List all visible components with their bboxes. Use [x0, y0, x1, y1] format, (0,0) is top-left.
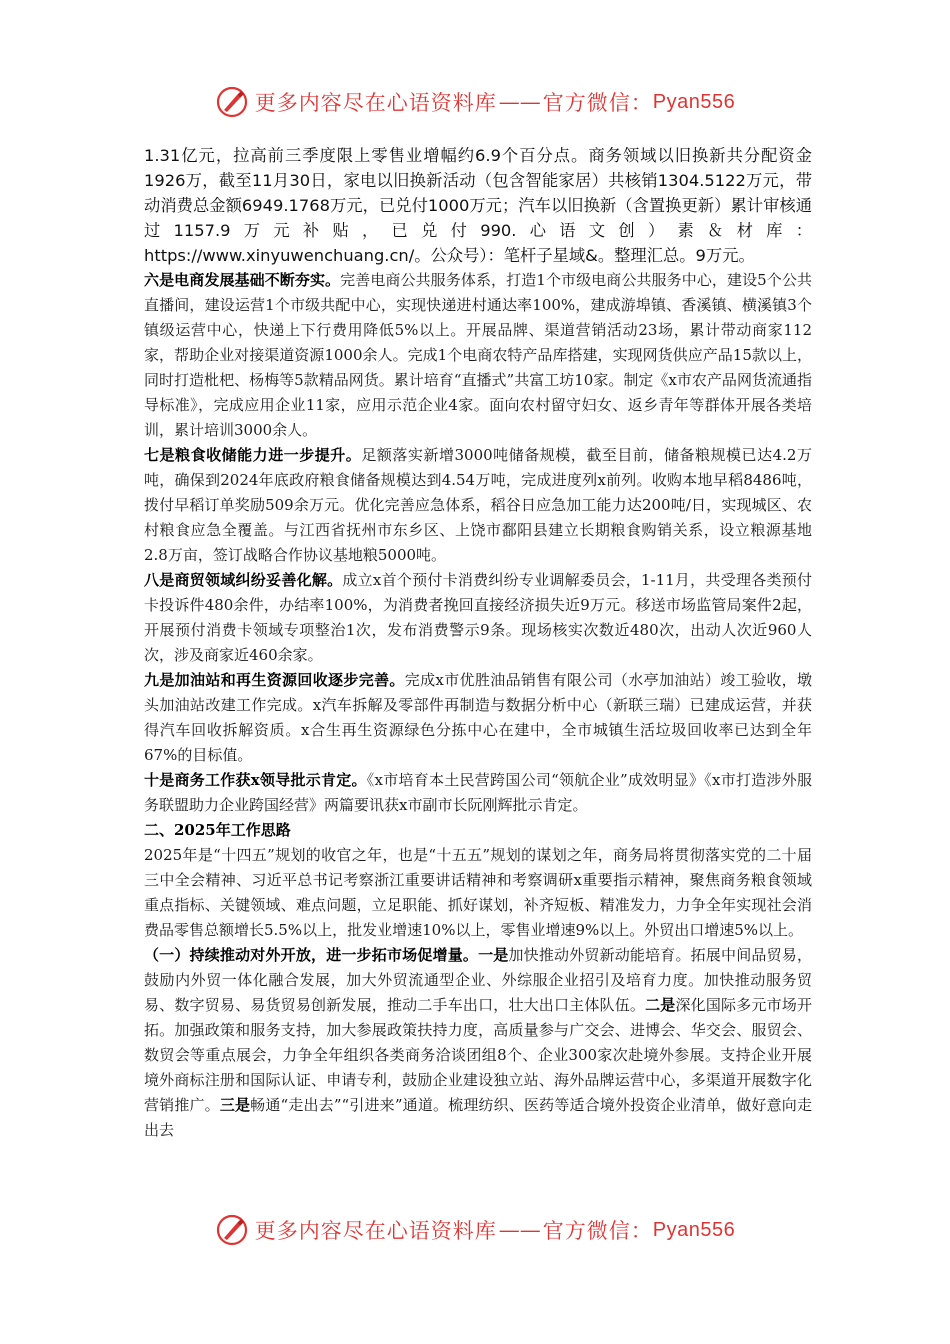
banner-text: 更多内容尽在心语资料库 — [254, 91, 497, 115]
section-heading: 六是电商发展基础不断夯实。 — [144, 271, 341, 289]
pen-logo-icon — [215, 1213, 249, 1247]
section-body: 足额落实新增3000吨储备规模，截至目前，储备粮规模已达4.2万吨，确保到2024年底政府粮食储备规模达到4.54万吨，完成进度列x前列。收购本地早稻8486吨，拨付早稻订单奖励509余万元。优化完善应急体系，稻谷日应急加工能力达200吨/日，实现城区、农村粮食应急全覆盖。与江西省抚州市东乡区、上饶市鄱阳县建立长期粮食购销关系，设立粮源基地2.8万亩，签订战略合作协议基地粮5000吨。 — [144, 446, 812, 564]
point-two-key: 二是 — [645, 996, 676, 1014]
chapter-heading: 二、2025年工作思路 — [144, 821, 291, 839]
header-watermark-banner — [0, 80, 950, 124]
section-heading: 十是商务工作获x领导批示肯定。 — [144, 771, 367, 789]
section-body: 《x市培育本土民营跨国公司“领航企业”成效明显》《x市打造涉外服务联盟助力企业跨国经营》两篇要讯获x市副市长阮刚辉批示肯定。 — [144, 771, 812, 814]
point-three-key: 三是 — [219, 1096, 251, 1114]
section-approval — [144, 768, 812, 818]
chapter-intro: 2025年是“十四五”规划的收官之年，也是“十五五”规划的谋划之年，商务局将贯彻落实党的二十届三中全会精神、习近平总书记考察浙江重要讲话精神和考察调研x重要指示精神，聚焦商务粮食领域重点指标、关键领域、难点问题，立足职能、抓好谋划，补齐短板、精准发力，力争全年实现社会消费品零售总额增长5.5%以上，批发业增速10%以上，零售业增速9%以上。外贸出口增速5%以上。 — [144, 846, 812, 939]
subsection-opening-up — [144, 943, 812, 1143]
lead-paragraph: 1.31亿元，拉高前三季度限上零售业增幅约6.9个百分点。商务领域以旧换新共分配资金1926万，截至11月30日，家电以旧换新活动（包含智能家居）共核销1304.5122万元，带动消费总金额6949.1768万元，已兑付1000万元；汽车以旧换新（含置换更新）累计审核通过1157.9万元补贴，已兑付990.心语文创）素＆材库：https://www.xinyuwenchuang.cn/。公众号）：笔杆子星域&。整理汇总。9万元。 — [144, 146, 812, 265]
pen-logo-icon — [215, 85, 249, 119]
banner-separator: —— — [498, 1218, 541, 1242]
footer-watermark-banner — [0, 1208, 950, 1252]
banner-label: 官方微信： — [542, 91, 653, 115]
section-ecommerce — [144, 268, 812, 443]
banner-wechat-id: Pyan556 — [652, 1218, 736, 1241]
section-body: 成立x首个预付卡消费纠纷专业调解委员会，1-11月，共受理各类预付卡投诉件480余件，办结率100%，为消费者挽回直接经济损失近9万元。移送市场监管局案件2起，开展预付消费卡领域专项整治1次，发布消费警示9条。现场核实次数近480次，出动人次近960人次，涉及商家近460余家。 — [144, 571, 812, 664]
section-grain — [144, 443, 812, 568]
point-three-text: 畅通“走出去”“引进来”通道。梳理纺织、医药等适合境外投资企业清单，做好意向走出去 — [144, 1096, 812, 1139]
banner-separator: —— — [498, 90, 541, 114]
section-body: 完成x市优胜油品销售有限公司（水亭加油站）竣工验收，墩头加油站改建工作完成。x汽车拆解及零部件再制造与数据分析中心（新联三瑞）已建成运营，并获得汽车回收拆解资质。x合生再生资源绿色分拣中心在建中，全市城镇生活垃圾回收率已达到全年67%的目标值。 — [144, 671, 812, 764]
banner-text: 更多内容尽在心语资料库 — [254, 1219, 497, 1243]
point-one-text: 加快推动外贸新动能培育。拓展中间品贸易，鼓励内外贸一体化融合发展，加大外贸流通型企业、外综服企业招引及培育力度。加快推动服务贸易、数字贸易、易货贸易创新发展，推动二手车出口，壮大出口主体队伍。 — [144, 946, 812, 1014]
banner-wechat-id: Pyan556 — [652, 90, 736, 113]
point-one-key: 一是 — [478, 946, 509, 964]
section-dispute — [144, 568, 812, 668]
subsection-heading: （一）持续推动对外开放，进一步拓市场促增量。 — [144, 946, 479, 964]
point-two-text: 深化国际多元市场开拓。加强政策和服务支持，加大参展政策扶持力度，高质量参与广交会、进博会、华交会、服贸会、数贸会等重点展会，力争全年组织各类商务洽谈团组8个、企业300家次赴境外参展。支持企业开展境外商标注册和国际认证、申请专利，鼓励企业建设独立站、海外品牌运营中心，多渠道开展数字化营销推广。 — [144, 996, 812, 1114]
section-gas-recycling — [144, 668, 812, 768]
document-body — [144, 143, 812, 1143]
section-heading: 七是粮食收储能力进一步提升。 — [144, 446, 362, 464]
section-heading: 八是商贸领域纠纷妥善化解。 — [144, 571, 343, 589]
section-heading: 九是加油站和再生资源回收逐步完善。 — [144, 671, 405, 689]
banner-label: 官方微信： — [542, 1219, 653, 1243]
section-body: 完善电商公共服务体系，打造1个市级电商公共服务中心，建设5个公共直播间，建设运营1个市级共配中心，实现快递进村通达率100%，建成游埠镇、香溪镇、横溪镇3个镇级运营中心，快递上下行费用降低5%以上。开展品牌、渠道营销活动23场，累计带动商家112家，帮助企业对接渠道资源1000余人。完成1个电商农特产品库搭建，实现网货供应产品15款以上，同时打造枇杷、杨梅等5款精品网货。累计培育“直播式”共富工坊10家。制定《x市农产品网货流通指导标准》，完成应用企业11家，应用示范企业4家。面向农村留守妇女、返乡青年等群体开展各类培训，累计培训3000余人。 — [144, 271, 812, 439]
